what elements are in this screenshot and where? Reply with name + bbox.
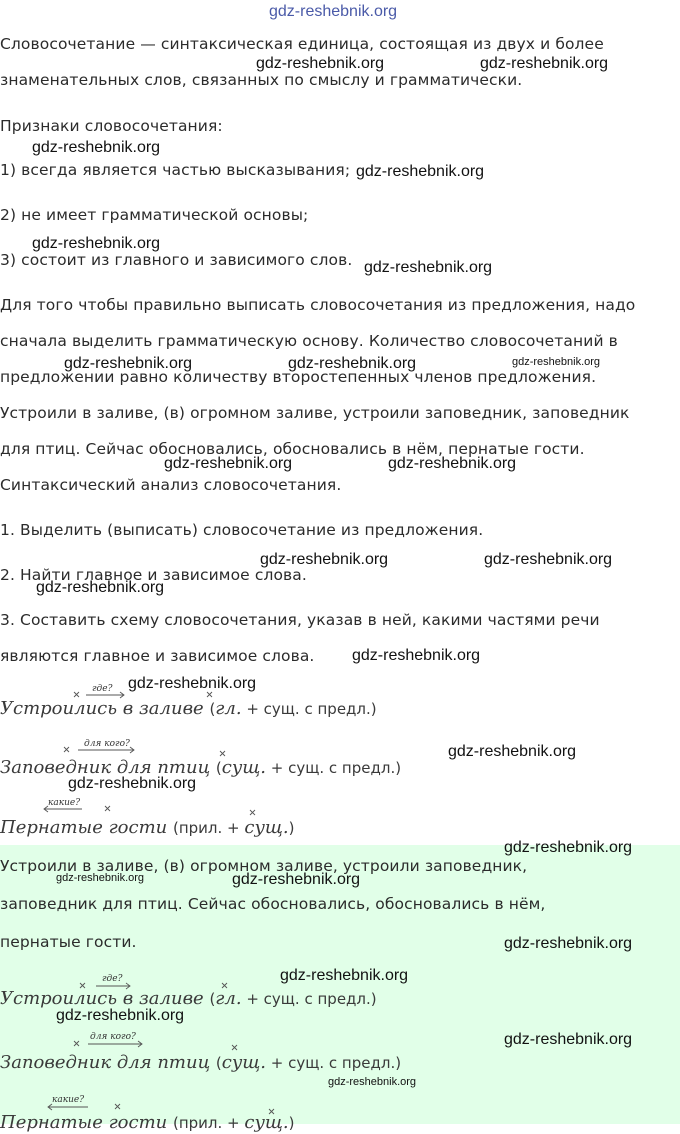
analysis-step-2: 2. Найти главное и зависимое слова. — [0, 566, 307, 584]
watermark: gdz-reshebnik.org — [232, 871, 361, 888]
scheme-2-question: для кого? — [84, 739, 130, 749]
answer-scheme-2-question: для кого? — [90, 1032, 136, 1042]
example-line-1: Устроили в заливе, (в) огромном заливе, устроили заповедник, заповедник — [0, 404, 630, 422]
watermark: gdz-reshebnik.org — [56, 872, 145, 884]
watermark: gdz-reshebnik.org — [484, 551, 613, 568]
answer-scheme-3-phrase: Пернатые гости — [0, 1112, 168, 1133]
analysis-step-3: 3. Составить схему словосочетания, указав в ней, какими частями речи — [0, 611, 600, 629]
watermark: gdz-reshebnik.org — [164, 455, 293, 472]
instruction-line-2: сначала выделить грамматическую основу. Количество словосочетаний в — [0, 332, 618, 350]
watermark: gdz-reshebnik.org — [256, 55, 385, 72]
watermark: gdz-reshebnik.org — [32, 139, 161, 156]
scheme-3-rest: ) — [288, 819, 295, 837]
scheme-2-pos: сущ. — [221, 757, 267, 778]
answer-scheme-2-rest: + сущ. с предл.) — [266, 1054, 402, 1072]
scheme-2-open: ( — [215, 759, 222, 777]
answer-line-1: Устроили в заливе, (в) огромном заливе, устроили заповедник, — [0, 857, 528, 875]
watermark: gdz-reshebnik.org — [56, 1007, 185, 1024]
watermark: gdz-reshebnik.org — [388, 455, 517, 472]
definition-line-1: Словосочетание — синтаксическая единица, состоящая из двух и более — [0, 35, 604, 53]
watermark: gdz-reshebnik.org — [128, 675, 257, 692]
answer-scheme-2-open: ( — [215, 1054, 222, 1072]
watermark: gdz-reshebnik.org — [328, 1076, 417, 1088]
watermark: gdz-reshebnik.org — [352, 647, 481, 664]
scheme-2-rest: + сущ. с предл.) — [266, 759, 402, 777]
feature-item-3: 3) состоит из главного и зависимого слов. — [0, 251, 353, 269]
answer-scheme-1-rest: + сущ. с предл.) — [241, 990, 377, 1008]
watermark: gdz-reshebnik.org — [280, 967, 409, 984]
watermark: gdz-reshebnik.org — [504, 839, 633, 856]
answer-scheme-2-phrase: Заповедник для птиц — [0, 1052, 211, 1073]
answer-line-2: заповедник для птиц. Сейчас обосновались, обосновались в нём, — [0, 895, 546, 913]
analysis-step-3-cont: являются главное и зависимое слова. — [0, 647, 315, 665]
answer-scheme-1-question: где? — [102, 974, 123, 984]
site-watermark-top[interactable]: gdz-reshebnik.org — [269, 3, 398, 20]
answer-line-3: пернатые гости. — [0, 933, 137, 951]
definition-line-2: знаменательных слов, связанных по смыслу и грамматически. — [0, 71, 523, 89]
watermark: gdz-reshebnik.org — [32, 235, 161, 252]
watermark: gdz-reshebnik.org — [480, 55, 609, 72]
watermark: gdz-reshebnik.org — [504, 1031, 633, 1048]
features-heading: Признаки словосочетания: — [0, 117, 223, 135]
answer-scheme-3-question: какие? — [52, 1095, 85, 1105]
scheme-1-pos: гл. — [215, 698, 242, 719]
watermark: gdz-reshebnik.org — [288, 355, 417, 372]
watermark: gdz-reshebnik.org — [64, 355, 193, 372]
scheme-1-phrase: Устроились в заливе — [0, 698, 204, 719]
watermark: gdz-reshebnik.org — [504, 935, 633, 952]
example-line-2: для птиц. Сейчас обосновались, обосновались в нём, пернатые гости. — [0, 440, 585, 458]
watermark: gdz-reshebnik.org — [364, 259, 493, 276]
scheme-1-question: где? — [92, 684, 113, 694]
instruction-line-1: Для того чтобы правильно выписать словосочетания из предложения, надо — [0, 296, 636, 314]
answer-scheme-1-pos: гл. — [215, 988, 242, 1009]
answer-scheme-2-pos: сущ. — [221, 1052, 267, 1073]
scheme-3-open: (прил. + — [172, 819, 245, 837]
feature-item-2: 2) не имеет грамматической основы; — [0, 206, 309, 224]
analysis-heading: Синтаксический анализ словосочетания. — [0, 476, 342, 494]
watermark: gdz-reshebnik.org — [36, 579, 165, 596]
answer-scheme-3-rest: ) — [288, 1114, 295, 1132]
watermark: gdz-reshebnik.org — [68, 775, 197, 792]
instruction-line-3: предложении равно количеству второстепенных членов предложения. — [0, 368, 597, 386]
watermark: gdz-reshebnik.org — [260, 551, 389, 568]
answer-scheme-3-pos: сущ. — [244, 1112, 289, 1133]
answer-scheme-1-open: ( — [209, 990, 216, 1008]
feature-item-1: 1) всегда является частью высказывания; — [0, 161, 351, 179]
scheme-2-phrase: Заповедник для птиц — [0, 757, 211, 778]
analysis-step-1: 1. Выделить (выписать) словосочетание из предложения. — [0, 521, 484, 539]
scheme-3-phrase: Пернатые гости — [0, 817, 168, 838]
answer-scheme-1-phrase: Устроились в заливе — [0, 988, 204, 1009]
watermark: gdz-reshebnik.org — [356, 163, 485, 180]
scheme-1-open: ( — [209, 700, 216, 718]
scheme-3-question: какие? — [48, 798, 81, 808]
watermark: gdz-reshebnik.org — [448, 743, 577, 760]
scheme-1-rest: + сущ. с предл.) — [241, 700, 377, 718]
scheme-3-pos: сущ. — [244, 817, 289, 838]
answer-scheme-3-open: (прил. + — [172, 1114, 245, 1132]
watermark: gdz-reshebnik.org — [512, 356, 601, 368]
